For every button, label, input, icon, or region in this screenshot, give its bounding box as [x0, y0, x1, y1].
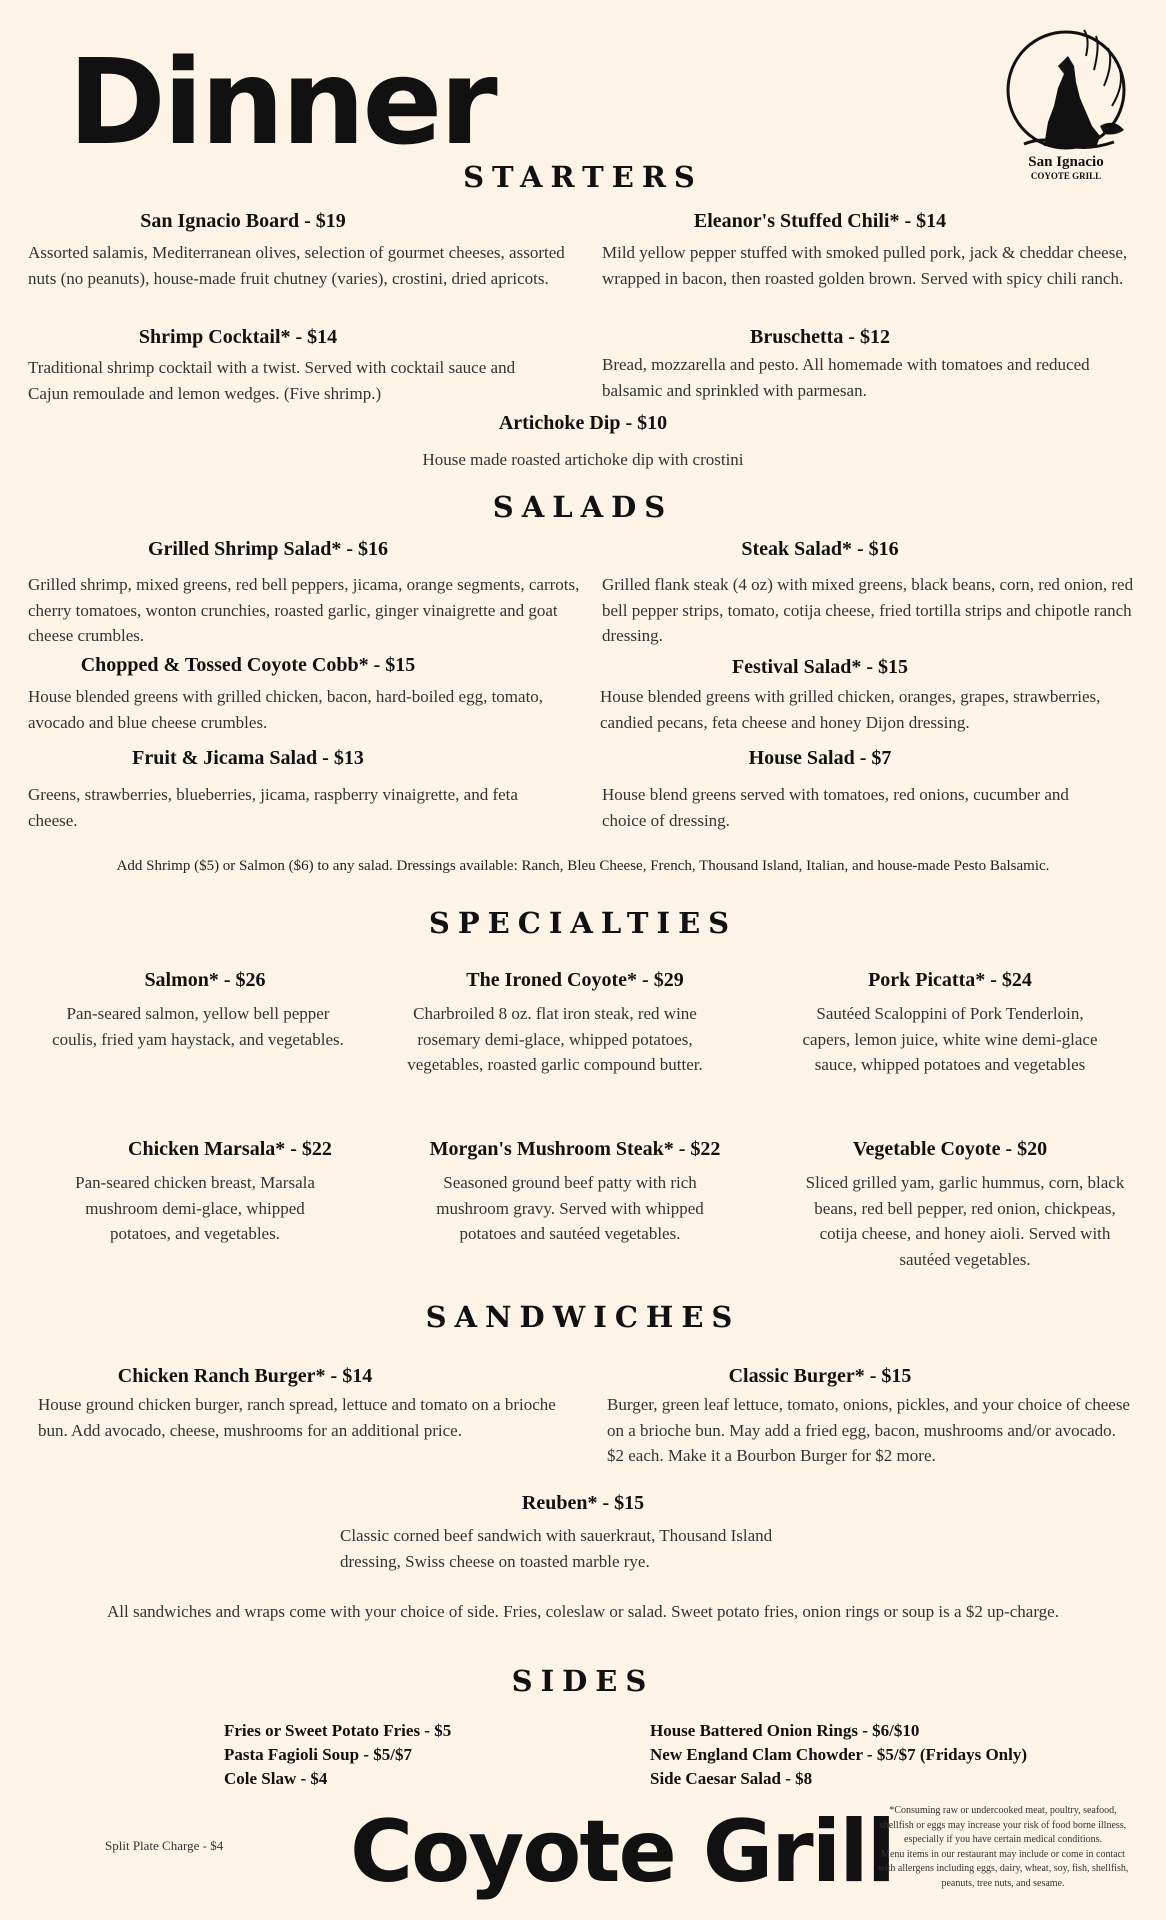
item-title: Chopped & Tossed Coyote Cobb* - $15 [80, 654, 416, 676]
item-title: Chicken Ranch Burger* - $14 [117, 1365, 373, 1387]
item-description: Sliced grilled yam, garlic hummus, corn, black beans, red bell pepper, red onion, chickpeas, cotija cheese, and honey aioli. Served with sautéed vegetables. [805, 1173, 1125, 1269]
sides-right-list [650, 1719, 1027, 1791]
brand-name: Coyote Grill [350, 1802, 895, 1902]
item-description: Pan-seared salmon, yellow bell pepper coulis, fried yam haystack, and vegetables. [52, 1004, 344, 1049]
section-heading-salads: SALADS [492, 490, 674, 524]
item-title: Morgan's Mushroom Steak* - $22 [429, 1138, 721, 1160]
item-description: House blend greens served with tomatoes, red onions, cucumber and choice of dressing. [602, 785, 1069, 830]
disclaimer-line: Menu items in our restaurant may include or come in contact [881, 1848, 1125, 1860]
sides-left-list [224, 1719, 451, 1791]
item-description: Greens, strawberries, blueberries, jicama, raspberry vinaigrette, and feta cheese. [28, 785, 518, 830]
item-title: Reuben* - $15 [521, 1492, 645, 1514]
item-title: San Ignacio Board - $19 [140, 210, 346, 232]
logo-subname: COYOTE GRILL [1030, 171, 1102, 181]
item-description: Grilled shrimp, mixed greens, red bell peppers, jicama, orange segments, carrots, cherry tomatoes, wonton crunchies, roasted garlic, ginger vinaigrette and goat cheese crumbles. [28, 575, 580, 645]
item-description: Assorted salamis, Mediterranean olives, selection of gourmet cheeses, assorted nuts (no peanuts), house-made fruit chutney (varies), crostini, dried apricots. [28, 243, 565, 288]
item-title: Salmon* - $26 [144, 969, 266, 991]
salads-note: Add Shrimp ($5) or Salmon ($6) to any salad. Dressings available: Ranch, Bleu Cheese, French, Thousand Island, Italian, and house-made Pesto Balsamic. [116, 858, 1050, 874]
item-title: Festival Salad* - $15 [731, 656, 909, 678]
item-description: Mild yellow pepper stuffed with smoked pulled pork, jack & cheddar cheese, wrapped in bacon, then roasted golden brown. Served with spicy chili ranch. [602, 243, 1128, 288]
logo-name: San Ignacio [1028, 154, 1104, 170]
item-title: Eleanor's Stuffed Chili* - $14 [693, 210, 947, 232]
item-description: House ground chicken burger, ranch spread, lettuce and tomato on a brioche bun. Add avocado, cheese, mushrooms for an additional price. [38, 1395, 556, 1440]
item-title: Steak Salad* - $16 [741, 538, 899, 560]
item-description: Grilled flank steak (4 oz) with mixed greens, black beans, corn, red onion, red bell pepper strips, tomato, cotija cheese, fried tortilla strips and chipotle ranch dressing. [602, 575, 1134, 645]
item-title: Classic Burger* - $15 [728, 1365, 912, 1387]
page-title: Dinner [68, 33, 495, 171]
item-title: Pork Picatta* - $24 [868, 969, 1032, 991]
item-description: House blended greens with grilled chicken, bacon, hard-boiled egg, tomato, avocado and blue cheese crumbles. [28, 687, 544, 732]
item-description: House made roasted artichoke dip with crostini [422, 450, 744, 469]
item-description: Seasoned ground beef patty with rich mushroom gravy. Served with whipped potatoes and sautéed vegetables. [436, 1173, 704, 1243]
disclaimer-line: peanuts, tree nuts, and sesame. [941, 1877, 1065, 1889]
allergen-disclaimer [858, 1804, 1148, 1891]
disclaimer-line: with allergens including eggs, dairy, wheat, soy, fish, shellfish, [877, 1863, 1129, 1874]
item-description: Pan-seared chicken breast, Marsala mushroom demi-glace, whipped potatoes, and vegetables. [75, 1173, 315, 1243]
disclaimer-line: especially if you have certain medical conditions. [904, 1834, 1102, 1845]
item-description: Bread, mozzarella and pesto. All homemade with tomatoes and reduced balsamic and sprinkled with parmesan. [602, 355, 1090, 400]
side-item: Side Caesar Salad - $8 [650, 1769, 813, 1788]
item-title: House Salad - $7 [748, 747, 892, 769]
section-heading-specialties: SPECIALTIES [428, 906, 738, 940]
item-description: Classic corned beef sandwich with sauerkraut, Thousand Island dressing, Swiss cheese on toasted marble rye. [340, 1526, 773, 1571]
disclaimer-line: *Consuming raw or undercooked meat, poultry, seafood, [889, 1805, 1117, 1816]
item-title: Bruschetta - $12 [750, 326, 890, 348]
item-title: Artichoke Dip - $10 [498, 412, 668, 434]
side-item: New England Clam Chowder - $5/$7 (Fridays Only) [650, 1745, 1028, 1764]
side-item: House Battered Onion Rings - $6/$10 [650, 1721, 920, 1740]
section-heading-starters: STARTERS [463, 160, 703, 194]
section-heading-sandwiches: SANDWICHES [425, 1300, 741, 1334]
item-title: Grilled Shrimp Salad* - $16 [147, 538, 389, 560]
side-item: Cole Slaw - $4 [224, 1769, 328, 1788]
section-heading-sides: SIDES [511, 1664, 655, 1698]
item-description: House blended greens with grilled chicken, oranges, grapes, strawberries, candied pecans, feta cheese and honey Dijon dressing. [600, 687, 1101, 732]
disclaimer-line: shellfish or eggs may increase your risk of food borne illness, [879, 1819, 1127, 1831]
item-description: Traditional shrimp cocktail with a twist. Served with cocktail sauce and Cajun remoulade and lemon wedges. (Five shrimp.) [28, 358, 516, 403]
side-item: Pasta Fagioli Soup - $5/$7 [224, 1745, 412, 1764]
side-item: Fries or Sweet Potato Fries - $5 [224, 1721, 452, 1740]
item-description: Burger, green leaf lettuce, tomato, onions, pickles, and your choice of cheese on a brioche bun. May add a fried egg, bacon, mushrooms and/or avocado. $2 each. Make it a Bourbon Burger for $2 more. [607, 1395, 1130, 1465]
sandwiches-note: All sandwiches and wraps come with your choice of side. Fries, coleslaw or salad. Sweet potato fries, onion rings or soup is a $2 up-charge. [107, 1602, 1059, 1621]
item-title: Chicken Marsala* - $22 [128, 1138, 332, 1160]
item-title: Shrimp Cocktail* - $14 [138, 326, 338, 348]
item-description: Charbroiled 8 oz. flat iron steak, red wine rosemary demi-glace, whipped potatoes, vegetables, roasted garlic compound butter. [407, 1004, 703, 1074]
item-title: Fruit & Jicama Salad - $13 [132, 747, 364, 769]
item-description: Sautéed Scaloppini of Pork Tenderloin, capers, lemon juice, white wine demi-glace sauce, whipped potatoes and vegetables [802, 1004, 1098, 1074]
split-plate-charge: Split Plate Charge - $4 [105, 1838, 224, 1853]
item-title: Vegetable Coyote - $20 [852, 1138, 1048, 1160]
item-title: The Ironed Coyote* - $29 [466, 969, 684, 991]
